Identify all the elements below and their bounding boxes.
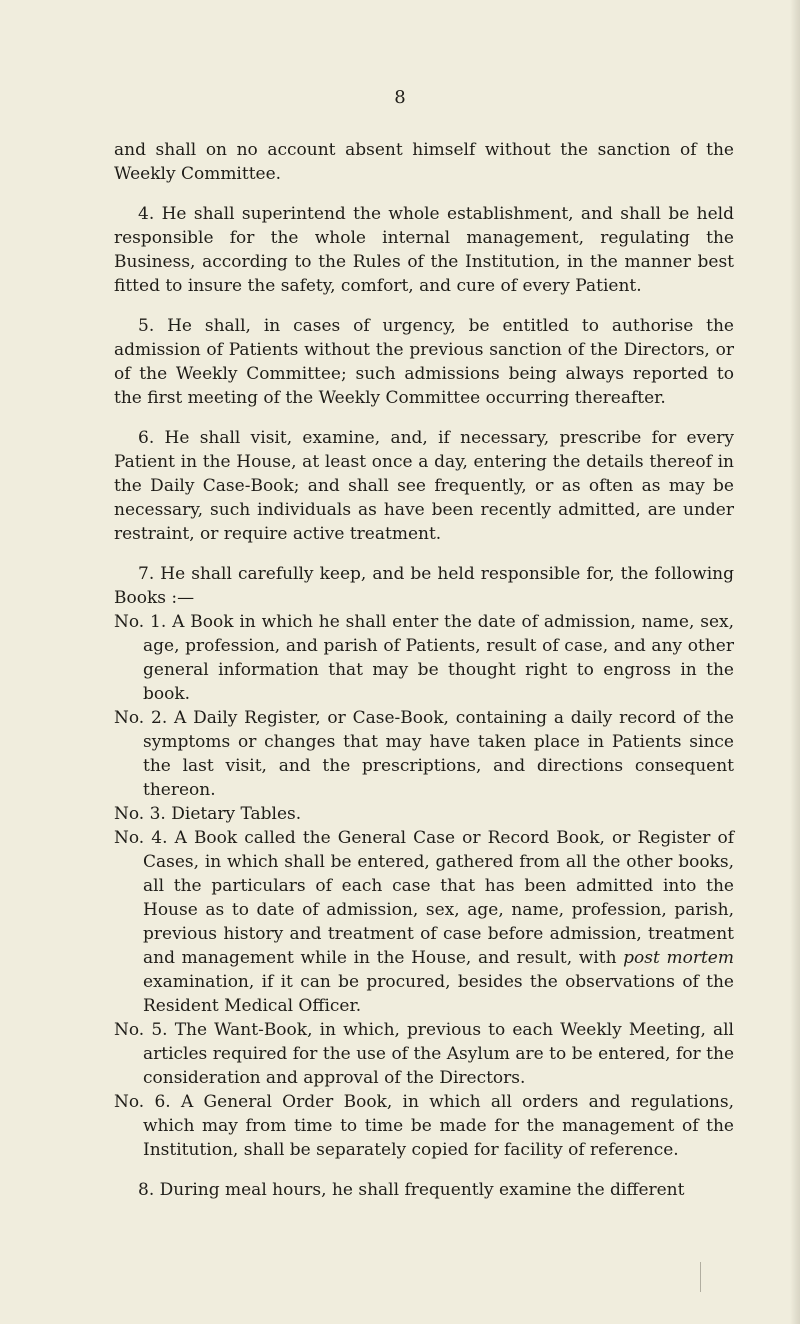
book-number: No. 6. [114,1092,171,1112]
book-entry [114,1018,734,1090]
book-number: No. 4. [114,828,168,848]
book-entry [114,706,734,802]
book-description-continued: examination, if it can be procured, besides the observations of the Resident Medical Officer. [143,972,734,1016]
book-description: A Daily Register, or Case-Book, containing a daily record of the symptoms or changes that may have taken place in Patients since the last visit, and the prescriptions, and directions consequent thereon. [143,708,734,800]
book-description-italic: post mortem [623,948,734,968]
page-text [114,138,734,1218]
book-entry [114,802,734,826]
book-description: A Book in which he shall enter the date of admission, name, sex, age, profession, and parish of Patients, result of case, and any other general information that may be thought right to engross in the book. [143,612,735,704]
page-number: 8 [394,87,406,108]
book-number: No. 5. [114,1020,168,1040]
page-mark [700,1262,701,1292]
book-entry [114,610,734,706]
book-entry [114,1090,734,1162]
book-number: No. 1. [114,612,167,632]
paragraph-6: 6. He shall visit, examine, and, if necessary, prescribe for every Patient in the House, at least once a day, entering the details thereof in the Daily Case-Book; and shall see frequently, or as often as may be necessary, such individuals as have been recently admitted, are under restraint, or require active treatment. [114,428,734,544]
paragraph-7: 7. He shall carefully keep, and be held responsible for, the following Books :— [114,564,734,608]
paragraph-continuation: and shall on no account absent himself without the sanction of the Weekly Committee. [114,140,734,184]
paragraph-5: 5. He shall, in cases of urgency, be entitled to authorise the admission of Patients without the previous sanction of the Directors, or of the Weekly Committee; such admissions being always reported to the first meeting of the Weekly Committee occurring thereafter. [114,316,734,408]
book-description: A Book called the General Case or Record Book, or Register of Cases, in which shall be entered, gathered from all the other books, all the particulars of each case that has been admitted into the House as to date of admission, sex, age, name, profession, parish, previous history and treatment of case before admission, treatment and management while in the House, and result, with [143,828,734,968]
book-description: The Want-Book, in which, previous to each Weekly Meeting, all articles required for the use of the Asylum are to be entered, for the consideration and approval of the Directors. [143,1020,734,1088]
book-number: No. 3. [114,804,166,824]
book-number: No. 2. [114,708,168,728]
book-list [114,610,734,1162]
book-description: A General Order Book, in which all orders and regulations, which may from time to time be made for the management of the Institution, shall be separately copied for facility of reference. [143,1092,735,1160]
paragraph-8: 8. During meal hours, he shall frequently examine the different [138,1180,685,1200]
paragraph-4: 4. He shall superintend the whole establishment, and shall be held responsible for the whole internal management, regulating the Business, according to the Rules of the Institution, in the manner best fitted to insure the safety, comfort, and cure of every Patient. [114,204,734,296]
book-description: Dietary Tables. [171,804,302,824]
book-entry [114,826,734,1018]
